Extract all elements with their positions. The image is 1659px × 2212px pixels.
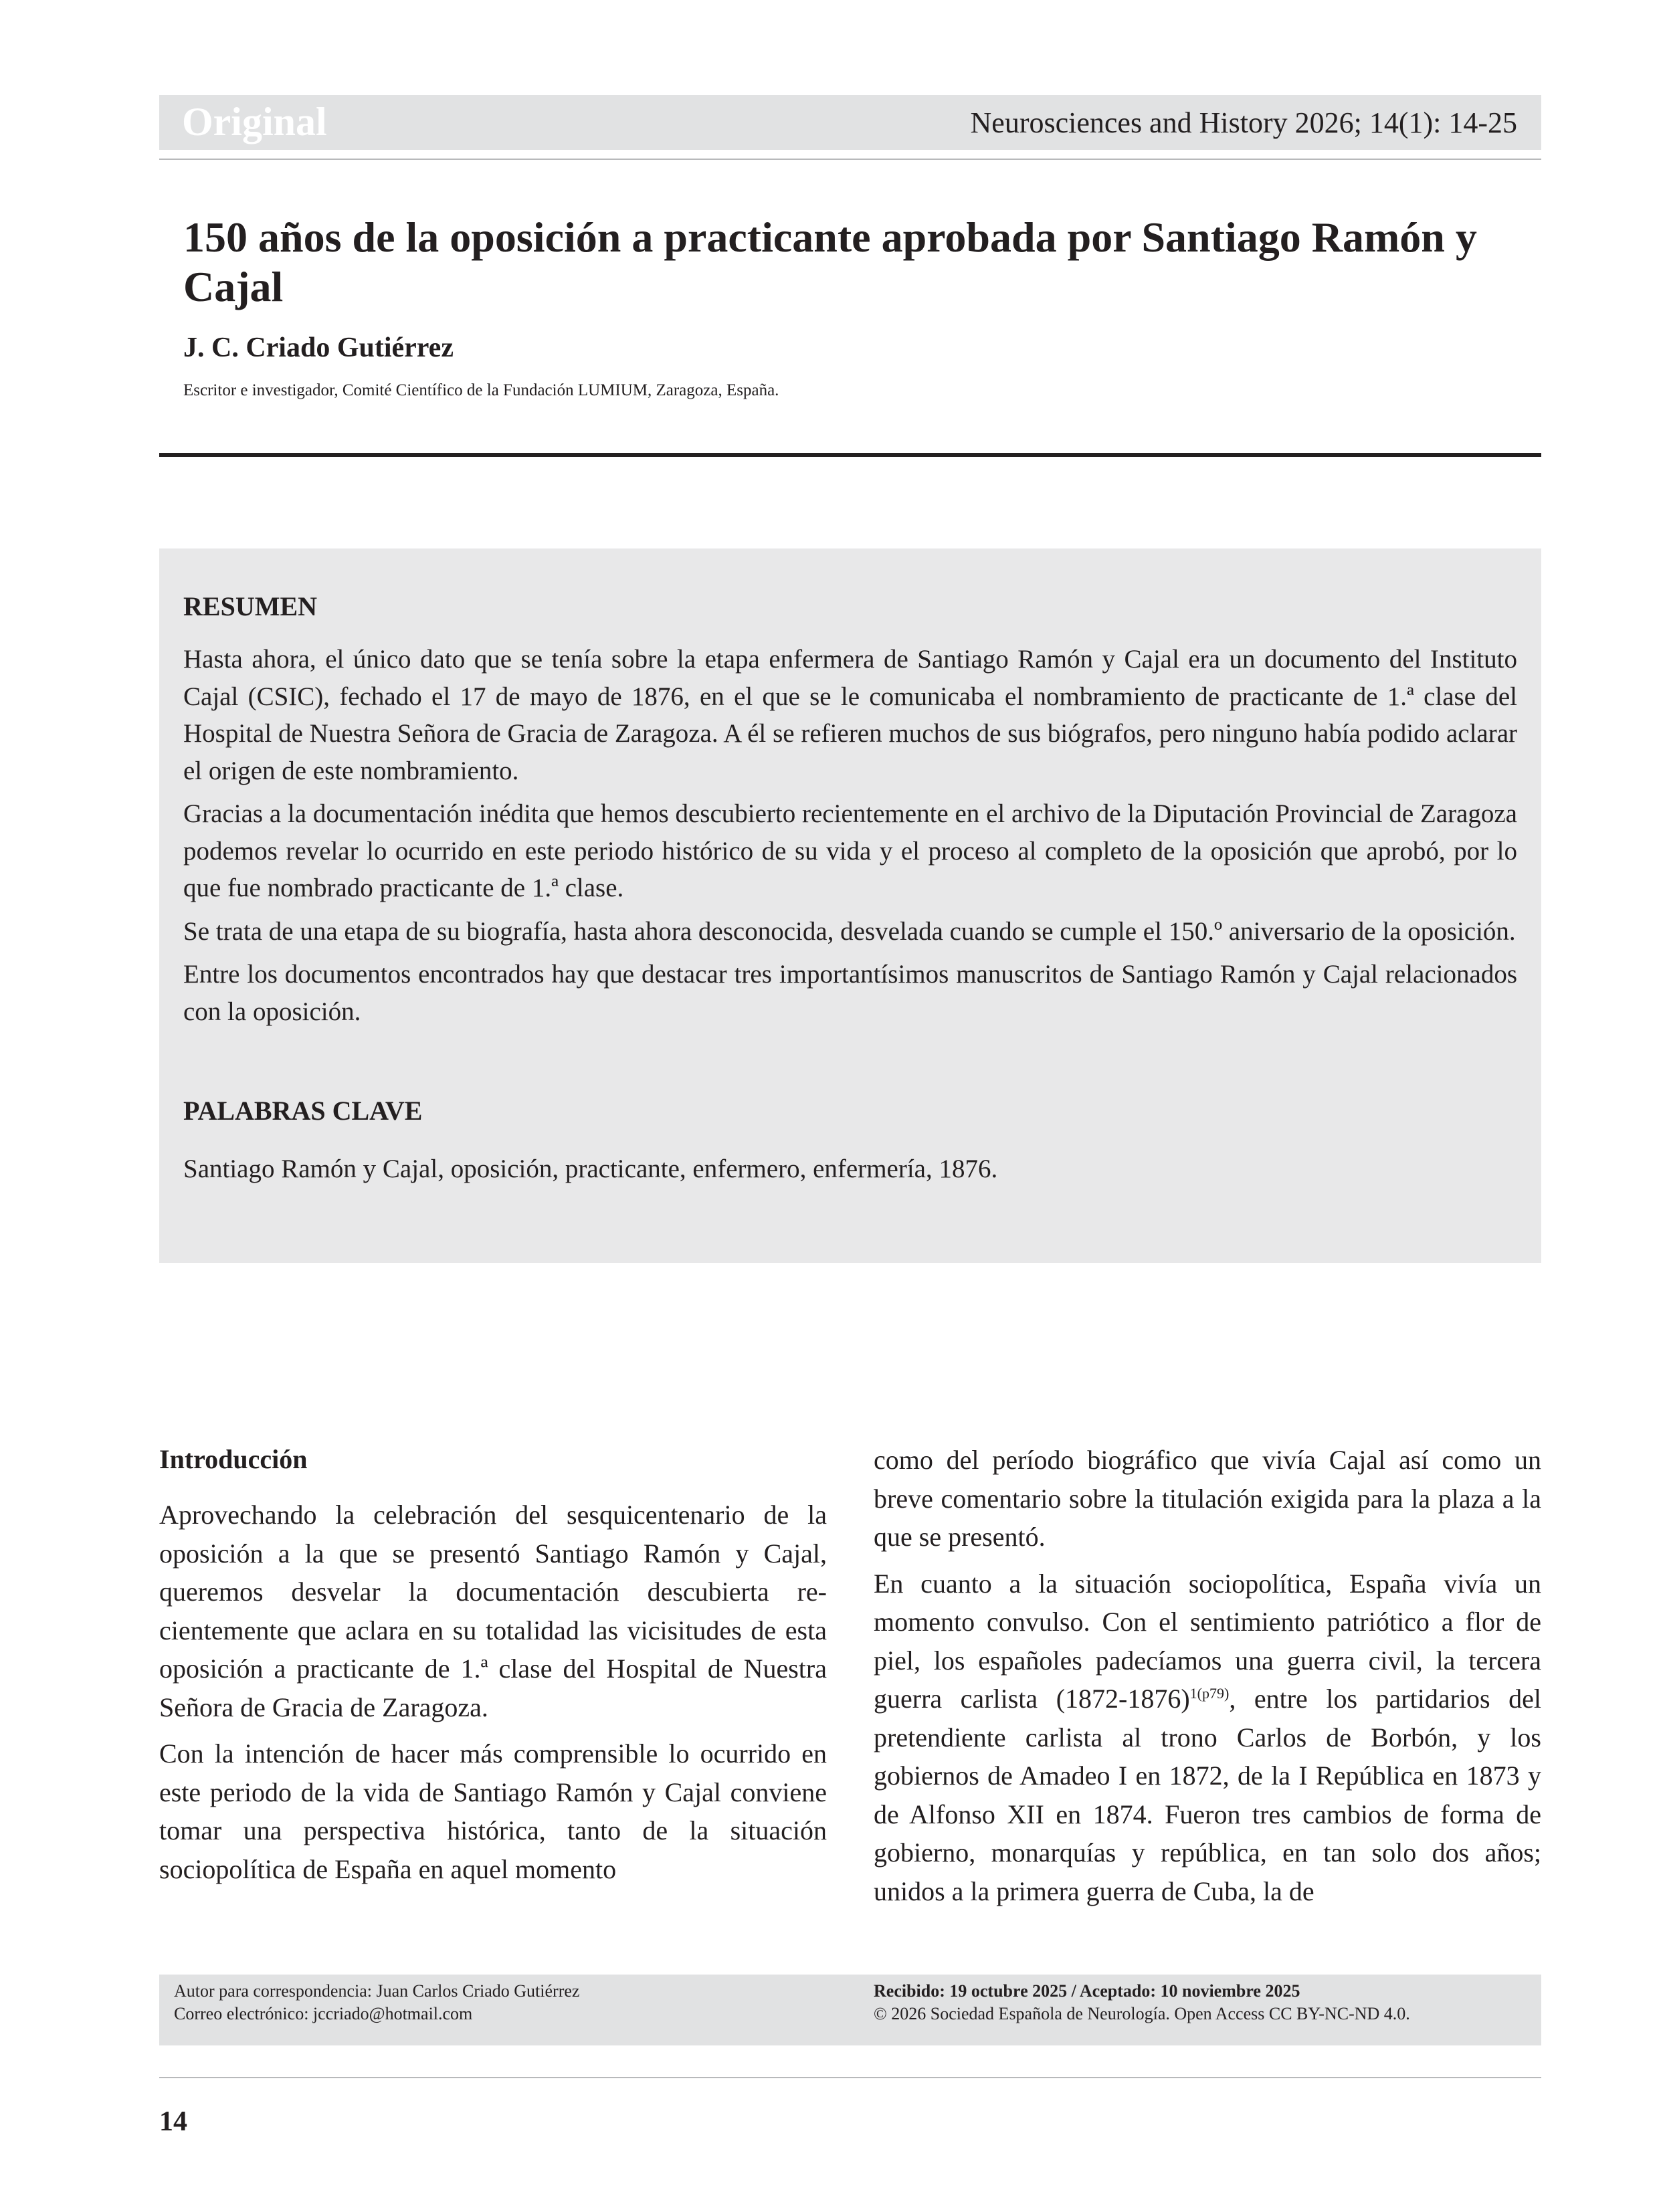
footer-divider (159, 2077, 1541, 2078)
corresponding-author: Autor para correspondencia: Juan Carlos Criado Gutiérrez (174, 1981, 580, 2001)
abstract-paragraph: Gracias a la documentación inédita que hemos descubierto recientemente en el archivo de la Diputación Provincial de Zaragoza podemos revelar lo ocurrido en este periodo histórico de su vida y el proceso al completo de la oposición que aprobó, por lo que fue nombrado practicante de 1.ª clase. (183, 799, 1517, 902)
author-affiliation: Escritor e investigador, Comité Científico de la Fundación LUMIUM, Zaragoza, España. (183, 381, 779, 399)
body-text: En cuanto a la situación sociopolítica, España vivía un momento convulso. Con el sentimiento patriótico a flor de piel, los españoles padecíamos una guerra civil, la tercera guerra carlista (1872-1876) (874, 1568, 1541, 1714)
section-label: Original (182, 100, 327, 144)
title-divider (159, 453, 1541, 457)
citation-reference[interactable]: 1(p79) (1189, 1685, 1230, 1702)
page-number: 14 (159, 2106, 187, 2137)
keywords-heading: PALABRAS CLAVE (183, 1096, 423, 1126)
section-heading-introduccion: Introducción (159, 1444, 308, 1474)
abstract-paragraph: Entre los documentos encontrados hay que destacar tres importantísimos manuscritos de Santiago Ramón y Cajal relacionados con la oposición. (183, 960, 1517, 1026)
abstract-paragraph: Hasta ahora, el único dato que se tenía sobre la etapa enfermera de Santiago Ramón y Cajal era un documento del Instituto Cajal (CSIC), fechado el 17 de mayo de 1876, en el que se le comunicaba el nombramiento de practicante de 1.ª clase del Hospital de Nuestra Señora de Gracia de Zaragoza. A él se refieren muchos de sus biógrafos, pero ninguno había podido aclarar el origen de este nombramiento. (183, 645, 1517, 785)
body-paragraph: Aprovechando la celebración del sesquicentenario de la oposición a la que se presentó Santiago Ramón y Cajal, queremos desvelar la documentación descubierta recientemente que aclara en su totalidad las vicisitudes de esta oposición a practicante de 1.ª clase del Hospital de Nuestra Señora de Gracia de Zaragoza. (159, 1500, 827, 1722)
body-paragraph (874, 1565, 1541, 1911)
author-email: Correo electrónico: jccriado@hotmail.com (174, 2004, 473, 2023)
abstract-text (183, 641, 1517, 1036)
correspondence-info (174, 1980, 579, 2025)
body-column-right (874, 1441, 1541, 1918)
publication-info (874, 1980, 1410, 2025)
article-title: 150 años de la oposición a practicante aprobada por Santiago Ramón y Cajal (183, 213, 1477, 310)
abstract-heading: RESUMEN (183, 591, 318, 621)
license-notice: © 2026 Sociedad Española de Neurología. Open Access CC BY-NC-ND 4.0. (874, 2004, 1410, 2023)
body-paragraph: Con la intención de hacer más comprensible lo ocurrido en este periodo de la vida de Santiago Ramón y Cajal conviene tomar una perspectiva histórica, tanto de la situación sociopolítica de España en aquel momento (159, 1738, 827, 1884)
received-accepted-dates: Recibido: 19 octubre 2025 / Aceptado: 10 noviembre 2025 (874, 1981, 1300, 2001)
abstract-box (159, 548, 1541, 1263)
body-text: , entre los partidarios del pretendiente carlista al trono Carlos de Borbón, y los gobiernos de Amadeo I en 1872, de la I República en 1873 y de Alfonso XII en 1874. Fueron tres cambios de forma de gobierno, monarquías y república, en tan solo dos años; unidos a la primera guerra de Cuba, la de (874, 1684, 1541, 1906)
body-column-left (159, 1437, 827, 1896)
journal-citation: Neurosciences and History 2026; 14(1): 14-25 (970, 106, 1517, 139)
body-paragraph: como del período biográfico que vivía Cajal así como un breve comentario sobre la titulación exigida para la plaza a la que se presentó. (874, 1445, 1541, 1552)
header-divider (159, 159, 1541, 160)
author-name: J. C. Criado Gutiérrez (183, 332, 454, 363)
abstract-paragraph: Se trata de una etapa de su biografía, hasta ahora desconocida, desvelada cuando se cumple el 150.º aniversario de la oposición. (183, 916, 1516, 946)
keywords-text: Santiago Ramón y Cajal, oposición, practicante, enfermero, enfermería, 1876. (183, 1154, 998, 1183)
